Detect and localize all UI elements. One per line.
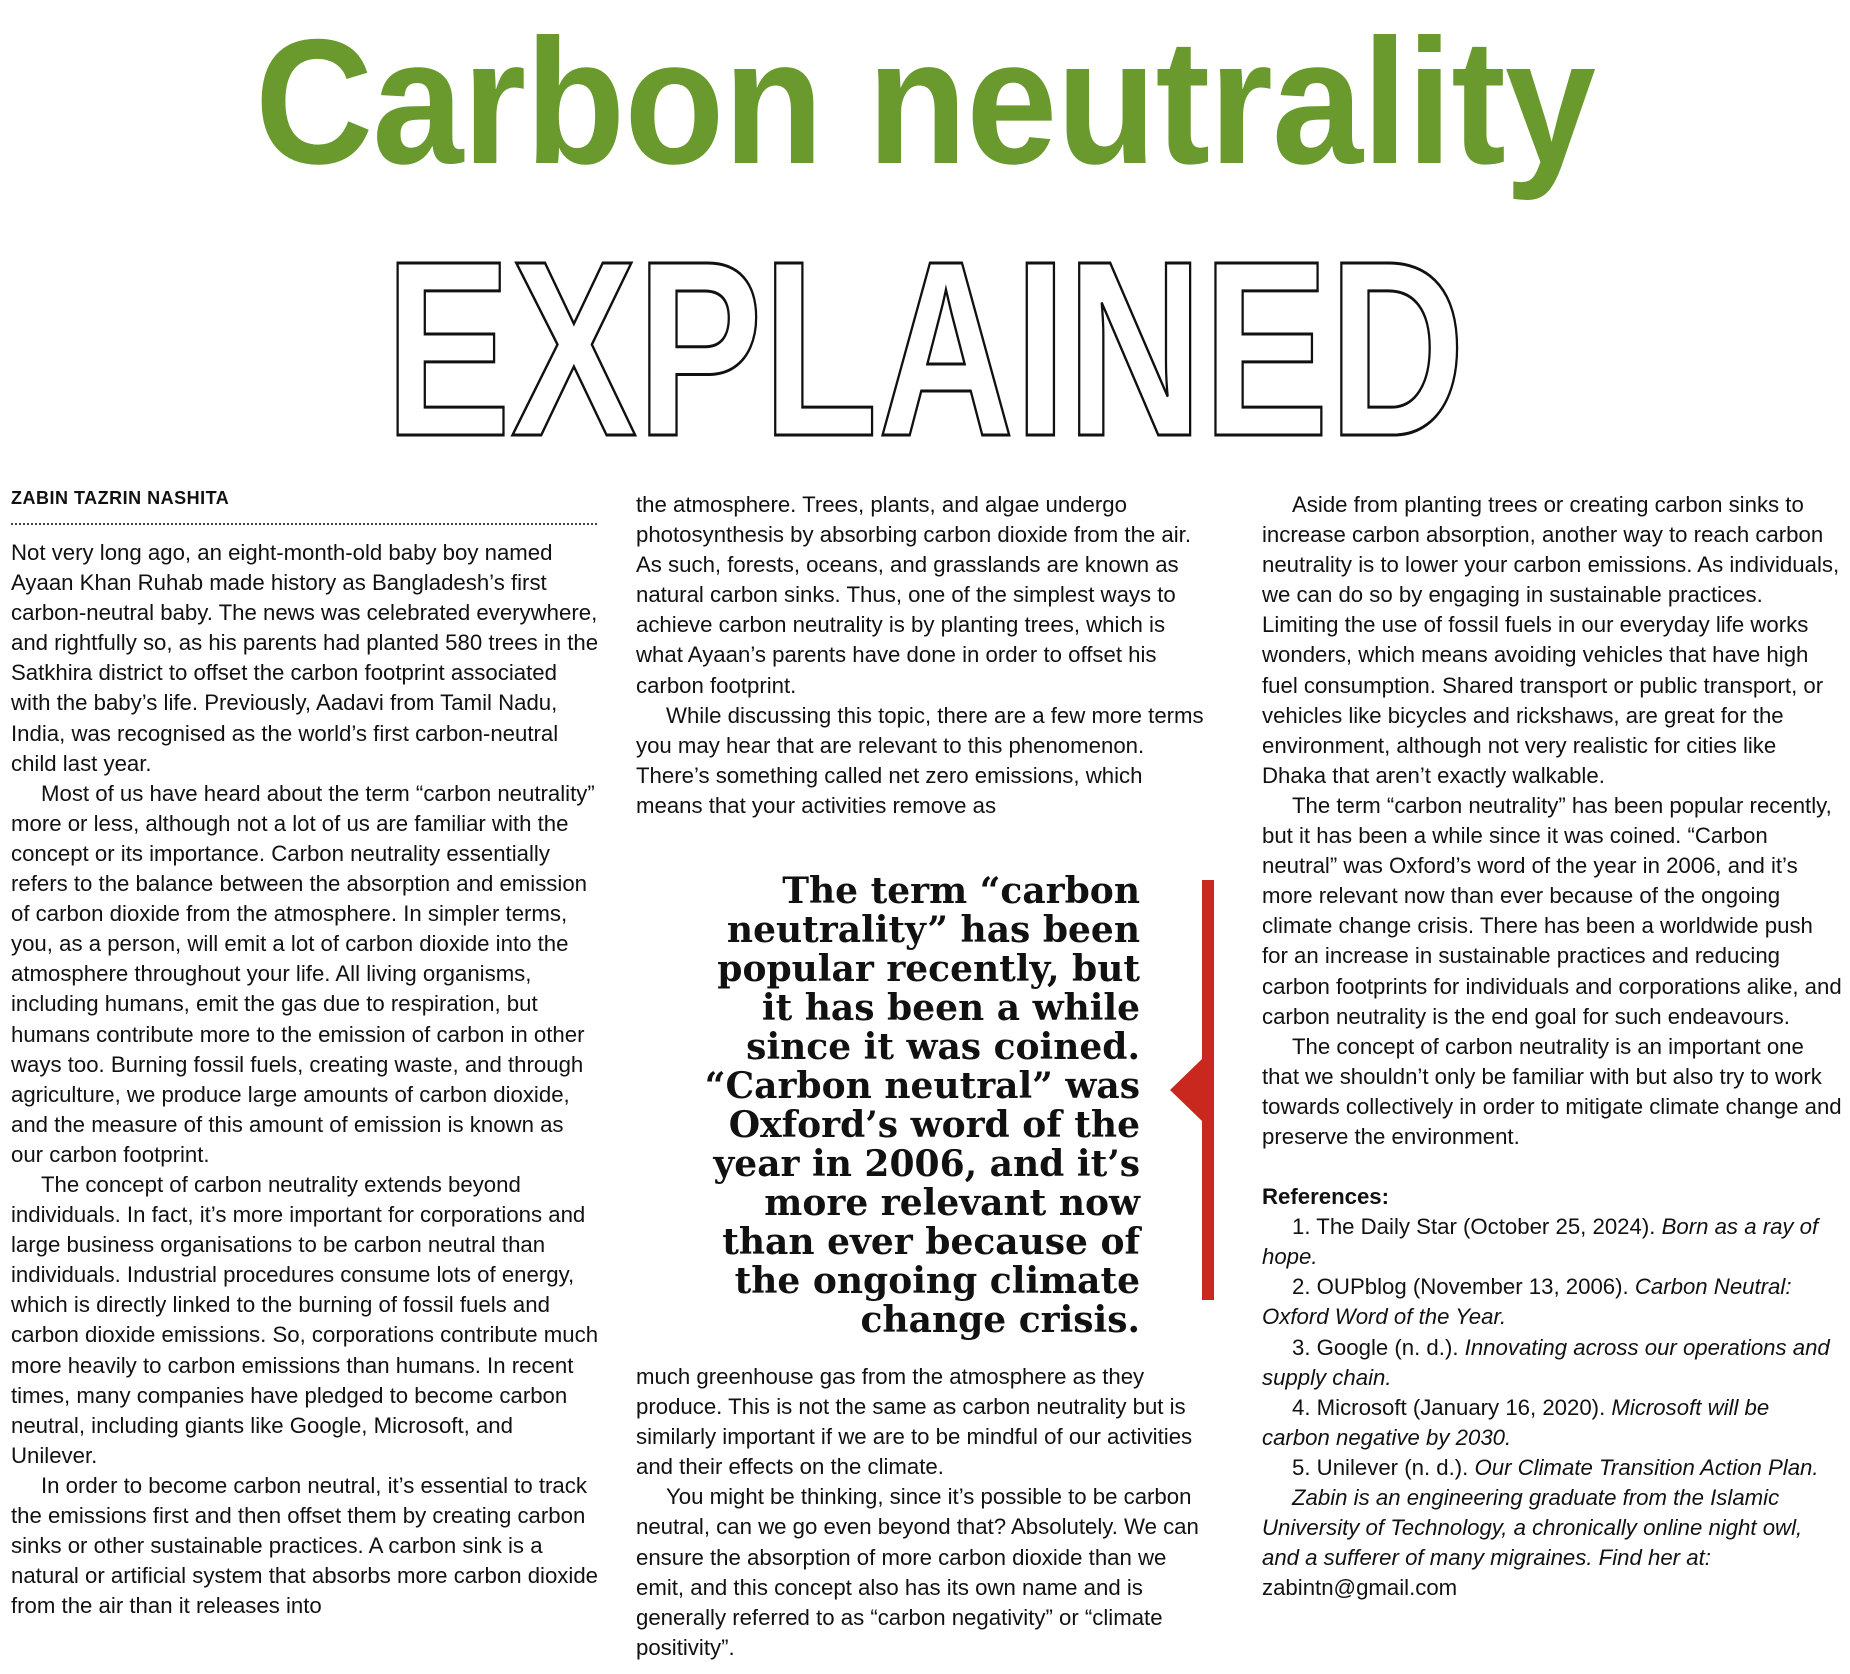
paragraph: You might be thinking, since it’s possible to be carbon neutral, can we go even beyond that? Absolutely. We can ensure the absorption of more carbon dioxide than we emit, and this concept also has its own name and is generally referred to as “carbon negativity” or “climate positivity”. [636,1484,1199,1660]
article-column-3 [1262,490,1842,1603]
references-heading: References: [1262,1184,1390,1210]
pull-quote-bar-line [1202,880,1214,1300]
reference-item: 4. Microsoft (January 16, 2020). Microsoft will be carbon negative by 2030. [1262,1394,1770,1450]
headline-carbon-neutrality: Carbon neutrality [254,2,1596,201]
pull-quote: The term “carbon neutrality” has been popular recently, but it has been a while since it was coined. “Carbon neutral” was Oxford’s word of the year in 2006, and it’s more relevant now than ever because of the ongoing climate change crisis. [704,870,1140,1341]
reference-item: 1. The Daily Star (October 25, 2024). Born as a ray of hope. [1262,1214,1819,1270]
reference-item: 5. Unilever (n. d.). Our Climate Transition Action Plan. [1292,1454,1819,1480]
paragraph: Most of us have heard about the term “carbon neutrality” more or less, although not a lot of us are familiar with the concept or its importance. Carbon neutrality essentially refers to the balance between the absorption and emission of carbon dioxide from the atmosphere. In simpler terms, you, as a person, will emit a lot of carbon dioxide into the atmosphere throughout your life. All living organisms, including humans, emit the gas due to respiration, but humans contribute more to the emission of carbon in other ways too. Burning fossil fuels, creating waste, and through agriculture, we produce large amounts of carbon dioxide, and the measure of this amount of emission is known as our carbon footprint. [11,780,595,1167]
pull-quote-bar [1170,880,1215,1300]
pull-quote-bar-pointer [1170,1058,1203,1122]
headline-explained [380,209,1470,488]
article-column-2-top [636,490,1206,821]
paragraph: much greenhouse gas from the atmosphere as they produce. This is not the same as carbon neutrality but is similarly important if we are to be mindful of our activities and their effects on the climate. [636,1364,1193,1480]
paragraph: In order to become carbon neutral, it’s essential to track the emissions first and then offset them by creating carbon sinks or other sustainable practices. A carbon sink is a natural or artificial system that absorbs more carbon dioxide from the air than it releases into [11,1472,599,1619]
reference-item: 3. Google (n. d.). Innovating across our operations and supply chain. [1262,1334,1830,1390]
author-email[interactable]: zabintn@gmail.com [1262,1575,1458,1601]
paragraph: The term “carbon neutrality” has been popular recently, but it has been a while since it was coined. “Carbon neutral” was Oxford’s word of the year in 2006, and it’s more relevant now than ever because of the ongoing climate change crisis. There has been a worldwide push for an increase in sustainable practices and reducing carbon footprints for individuals and corporations alike, and carbon neutrality is the end goal for such endeavours. [1262,792,1842,1029]
paragraph: the atmosphere. Trees, plants, and algae undergo photosynthesis by absorbing carbon dioxide from the air. As such, forests, oceans, and grasslands are known as natural carbon sinks. Thus, one of the simplest ways to achieve carbon neutrality is by planting trees, which is what Ayaan’s parents have done in order to offset his carbon footprint. [636,492,1192,698]
paragraph: Aside from planting trees or creating carbon sinks to increase carbon absorption, another way to reach carbon neutrality is to lower your carbon emissions. As individuals, we can do so by engaging in sustainable practices. Limiting the use of fossil fuels in our everyday life works wonders, which means avoiding vehicles that have high fuel consumption. Shared transport or public transport, or vehicles like bicycles and rickshaws, are great for the environment, although not very realistic for cities like Dhaka that aren’t exactly walkable. [1262,492,1840,788]
paragraph: The concept of carbon neutrality extends beyond individuals. In fact, it’s more important for corporations and large business organisations to be carbon neutral than individuals. Industrial procedures consume lots of energy, which is directly linked to the burning of fossil fuels and carbon dioxide emissions. So, corporations contribute much more heavily to carbon emissions than humans. In recent times, many companies have pledged to become carbon neutral, including giants like Google, Microsoft, and Unilever. [11,1171,599,1468]
author-byline: ZABIN TAZRIN NASHITA [11,488,597,525]
paragraph: The concept of carbon neutrality is an important one that we shouldn’t only be familiar with but also try to work towards collectively in order to mitigate climate change and preserve the environment. [1262,1033,1842,1149]
reference-item: 2. OUPblog (November 13, 2006). Carbon Neutral: Oxford Word of the Year. [1262,1274,1792,1330]
author-bio: Zabin is an engineering graduate from the Islamic University of Technology, a chronically online night owl, and a sufferer of many migraines. Find her at: zabintn@gmail.com [1262,1485,1803,1601]
paragraph: While discussing this topic, there are a few more terms you may hear that are relevant to this phenomenon. There’s something called net zero emissions, which means that your activities remove as [636,702,1204,818]
article-column-2-bottom [636,1362,1206,1663]
article-column-1 [11,538,601,1621]
headline-explained-text: EXPLAINED [385,209,1465,488]
paragraph: Not very long ago, an eight-month-old baby boy named Ayaan Khan Ruhab made history as Bangladesh’s first carbon-neutral baby. The news was celebrated everywhere, and rightfully so, as his parents had planted 580 trees in the Satkhira district to offset the carbon footprint associated with the baby’s life. Previously, Aadavi from Tamil Nadu, India, was recognised as the world’s first carbon-neutral child last year. [11,540,599,776]
